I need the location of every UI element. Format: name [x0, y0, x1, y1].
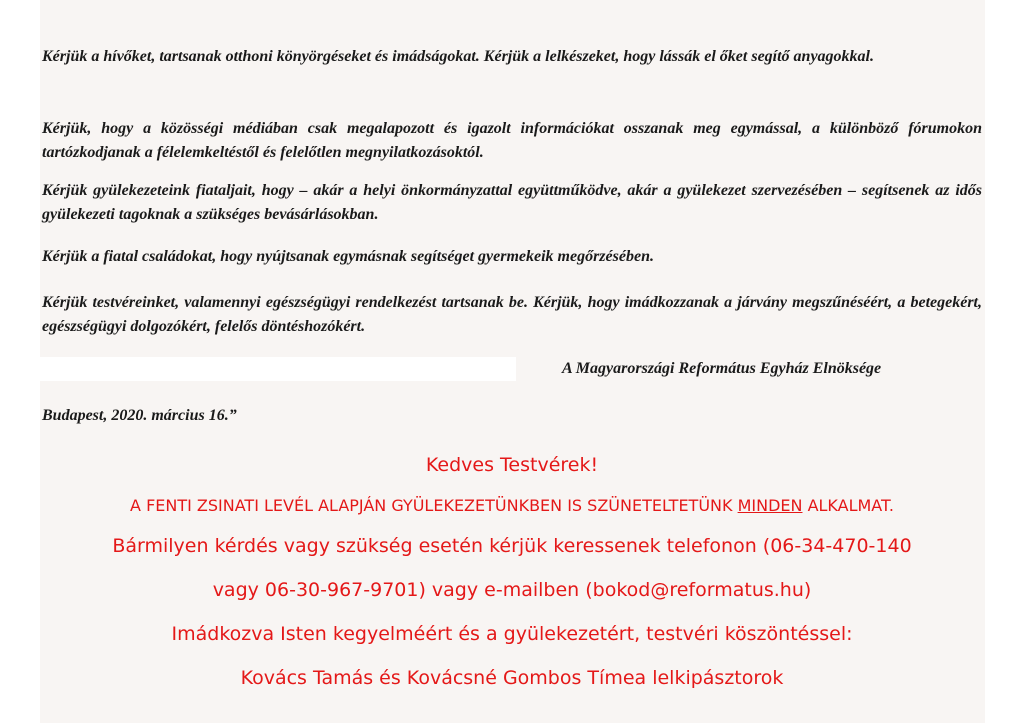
- announcement-text: A FENTI ZSINATI LEVÉL ALAPJÁN GYÜLEKEZETÜNKBEN IS SZÜNETELTETÜNK: [130, 496, 738, 515]
- letter-signature: A Magyarországi Református Egyház Elnöksége: [562, 360, 882, 377]
- letter-paragraph-4: Kérjük a fiatal családokat, hogy nyújtsanak egymásnak segítséget gyermekeik megőrzésében.: [42, 248, 654, 265]
- letter-paragraph-1: Kérjük a hívőket, tartsanak otthoni könyörgéseket és imádságokat. Kérjük a lelkészeket, hogy lássák el őket segítő anyagokkal.: [42, 48, 874, 65]
- notice-pastors: Kovács Tamás és Kovácsné Gombos Tímea lelkipásztorok: [240, 667, 784, 689]
- notice-closing: Imádkozva Isten kegyelméért és a gyülekezetért, testvéri köszöntéssel:: [171, 623, 853, 645]
- letter-place-date: Budapest, 2020. március 16.”: [42, 407, 237, 424]
- letter-paragraph-3: Kérjük gyülekezeteink fiataljait, hogy – akár a helyi önkormányzattal együttműködve, akár a gyülekezet szervezésében – segítsenek az idős gyülekezeti tagoknak a szükséges bevásárlásokban.: [42, 182, 982, 223]
- notice-announcement: [0, 496, 1024, 515]
- notice-contact-line-2: vagy 06-30-967-9701) vagy e-mailben (bokod@reformatus.hu): [212, 579, 812, 601]
- notice-contact-line-1: Bármilyen kérdés vagy szükség esetén kérjük keressenek telefonon (06-34-470-140: [112, 535, 912, 557]
- letter-paragraph-2: Kérjük, hogy a közösségi médiában csak megalapozott és igazolt információkat osszanak meg egymással, a különböző fórumokon tartózkodjanak a félelemkeltéstől és felelőtlen megnyilatkozásoktól.: [42, 120, 982, 161]
- notice-greeting: Kedves Testvérek!: [425, 454, 599, 476]
- announcement-text-end: ALKALMAT.: [802, 496, 894, 515]
- page-gap: [40, 357, 516, 381]
- letter-paragraph-5: Kérjük testvéreinket, valamennyi egészségügyi rendelkezést tartsanak be. Kérjük, hogy imádkozzanak a járvány megszűnéséért, a betegekért, egészségügyi dolgozókért, felelős döntéshozókért.: [42, 294, 982, 335]
- announcement-emphasis: MINDEN: [737, 496, 803, 515]
